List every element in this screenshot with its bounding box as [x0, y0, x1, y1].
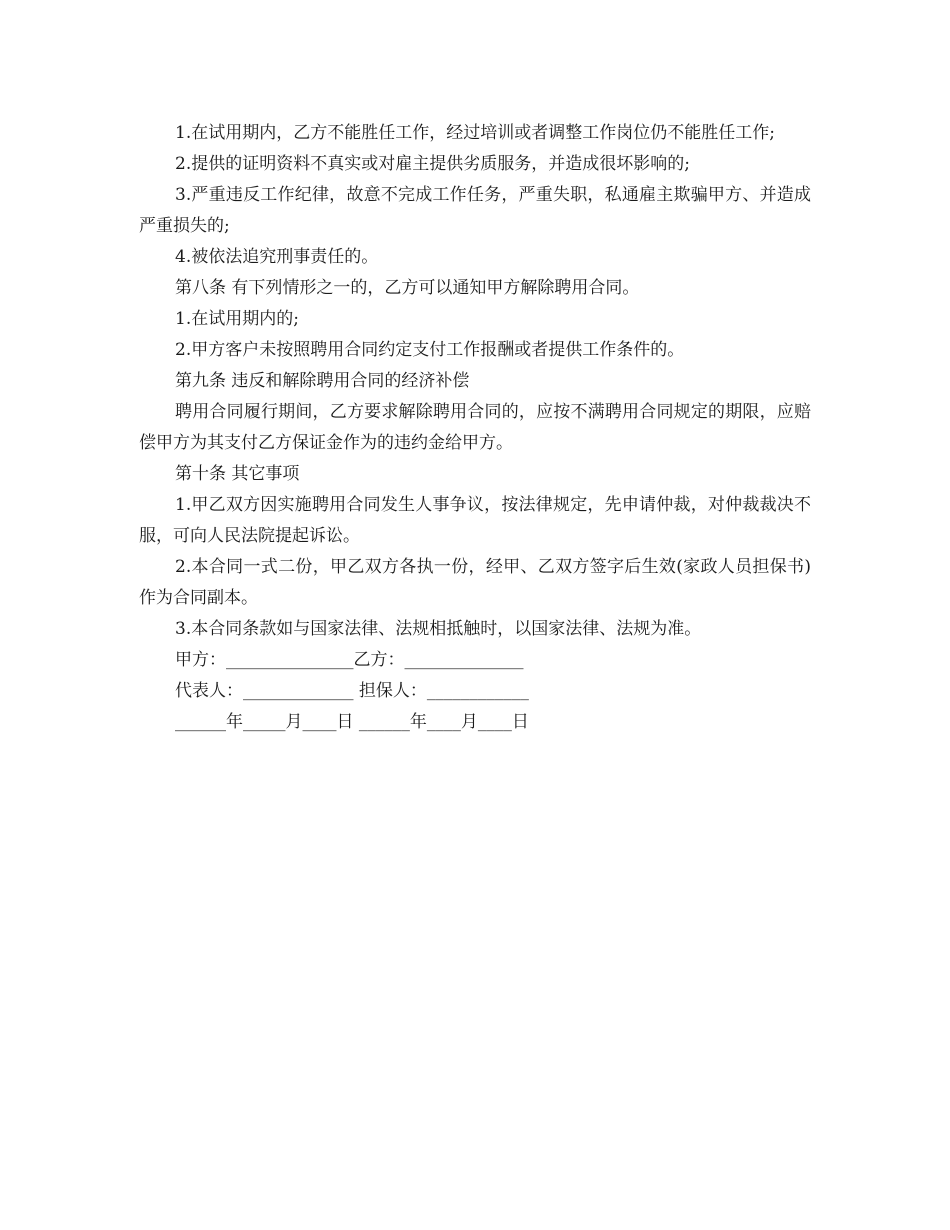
paragraph-clause-7-item-4: 4.被依法追究刑事责任的。 [175, 247, 379, 267]
signature-party-line: 甲方：_______________乙方：______________ [175, 650, 524, 670]
clause-8-heading: 第八条 有下列情形之一的，乙方可以通知甲方解除聘用合同。 [175, 278, 640, 298]
paragraph-clause-7-item-2: 2.提供的证明资料不真实或对雇主提供劣质服务，并造成很坏影响的; [175, 154, 690, 174]
signature-date-line: ______年_____月____日 ______年____月____日 [175, 712, 529, 732]
paragraph-clause-10-item-3: 3.本合同条款如与国家法律、法规相抵触时，以国家法律、法规为准。 [175, 619, 702, 639]
paragraph-clause-7-item-3: 3.严重违反工作纪律，故意不完成工作任务，严重失职，私通雇主欺骗甲方、并造成严重损失的; [139, 185, 811, 236]
paragraph-clause-8-item-2: 2.甲方客户未按照聘用合同约定支付工作报酬或者提供工作条件的。 [175, 340, 685, 360]
clause-9-heading: 第九条 违反和解除聘用合同的经济补偿 [175, 371, 470, 391]
paragraph-clause-7-item-1: 1.在试用期内，乙方不能胜任工作，经过培训或者调整工作岗位仍不能胜任工作; [175, 123, 775, 143]
paragraph-clause-10-item-1: 1.甲乙双方因实施聘用合同发生人事争议，按法律规定，先申请仲裁，对仲裁裁决不服，可向人民法院提起诉讼。 [139, 495, 811, 546]
paragraph-clause-9-body: 聘用合同履行期间，乙方要求解除聘用合同的，应按不满聘用合同规定的期限，应赔偿甲方为其支付乙方保证金作为的违约金给甲方。 [139, 402, 811, 453]
signature-representative-line: 代表人：_____________ 担保人：____________ [175, 681, 529, 701]
paragraph-clause-10-item-2: 2.本合同一式二份，甲乙双方各执一份，经甲、乙双方签字后生效(家政人员担保书)作为合同副本。 [139, 557, 811, 608]
paragraph-clause-8-item-1: 1.在试用期内的; [175, 309, 299, 329]
document-body [139, 118, 811, 738]
clause-10-heading: 第十条 其它事项 [175, 464, 300, 484]
